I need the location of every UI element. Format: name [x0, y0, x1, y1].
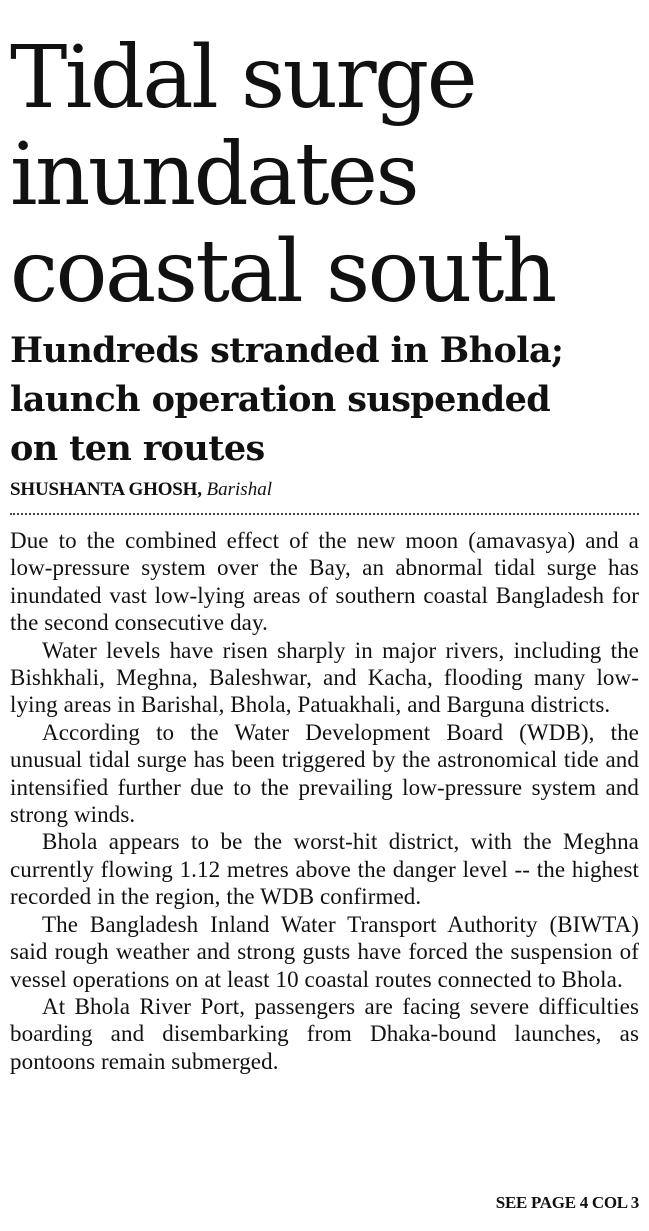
paragraph: According to the Water Development Board (WDB), the unusual tidal surge has been triggered by the astronomical tide and intensified further due to the prevailing low-pressure system and strong winds. — [10, 719, 639, 828]
byline-location: Barishal — [206, 479, 272, 500]
news-article — [10, 30, 639, 1075]
subheadline-line: launch operation suspended — [10, 379, 551, 420]
byline — [10, 479, 639, 501]
headline-line: coastal south — [10, 222, 555, 322]
paragraph: Bhola appears to be the worst-hit district, with the Meghna currently flowing 1.12 metres above the danger level -- the highest recorded in the region, the WDB confirmed. — [10, 829, 639, 910]
headline-line: Tidal surge — [10, 28, 476, 128]
headline — [10, 30, 639, 321]
subheadline-line: Hundreds stranded in Bhola; — [10, 330, 564, 371]
subheadline-line: on ten routes — [10, 428, 265, 469]
subheadline — [10, 326, 639, 473]
paragraph: At Bhola River Port, passengers are facing severe difficulties boarding and disembarking from Dhaka-bound launches, as pontoons remain submerged. — [10, 993, 639, 1074]
dotted-divider — [10, 513, 639, 515]
byline-author: SHUSHANTA GHOSH, — [10, 479, 202, 500]
continuation-jump: SEE PAGE 4 COL 3 — [495, 1193, 639, 1212]
article-body — [10, 527, 639, 1075]
paragraph: The Bangladesh Inland Water Transport Authority (BIWTA) said rough weather and strong gusts have forced the suspension of vessel operations on at least 10 coastal routes connected to Bhola. — [10, 911, 639, 992]
paragraph: Water levels have risen sharply in major rivers, including the Bishkhali, Meghna, Baleshwar, and Kacha, flooding many low-lying areas in Barishal, Bhola, Patuakhali, and Barguna districts. — [10, 637, 639, 718]
paragraph: Due to the combined effect of the new moon (amavasya) and a low-pressure system over the Bay, an abnormal tidal surge has inundated vast low-lying areas of southern coastal Bangladesh for the second consecutive day. — [10, 528, 639, 636]
headline-line: inundates — [10, 125, 418, 225]
